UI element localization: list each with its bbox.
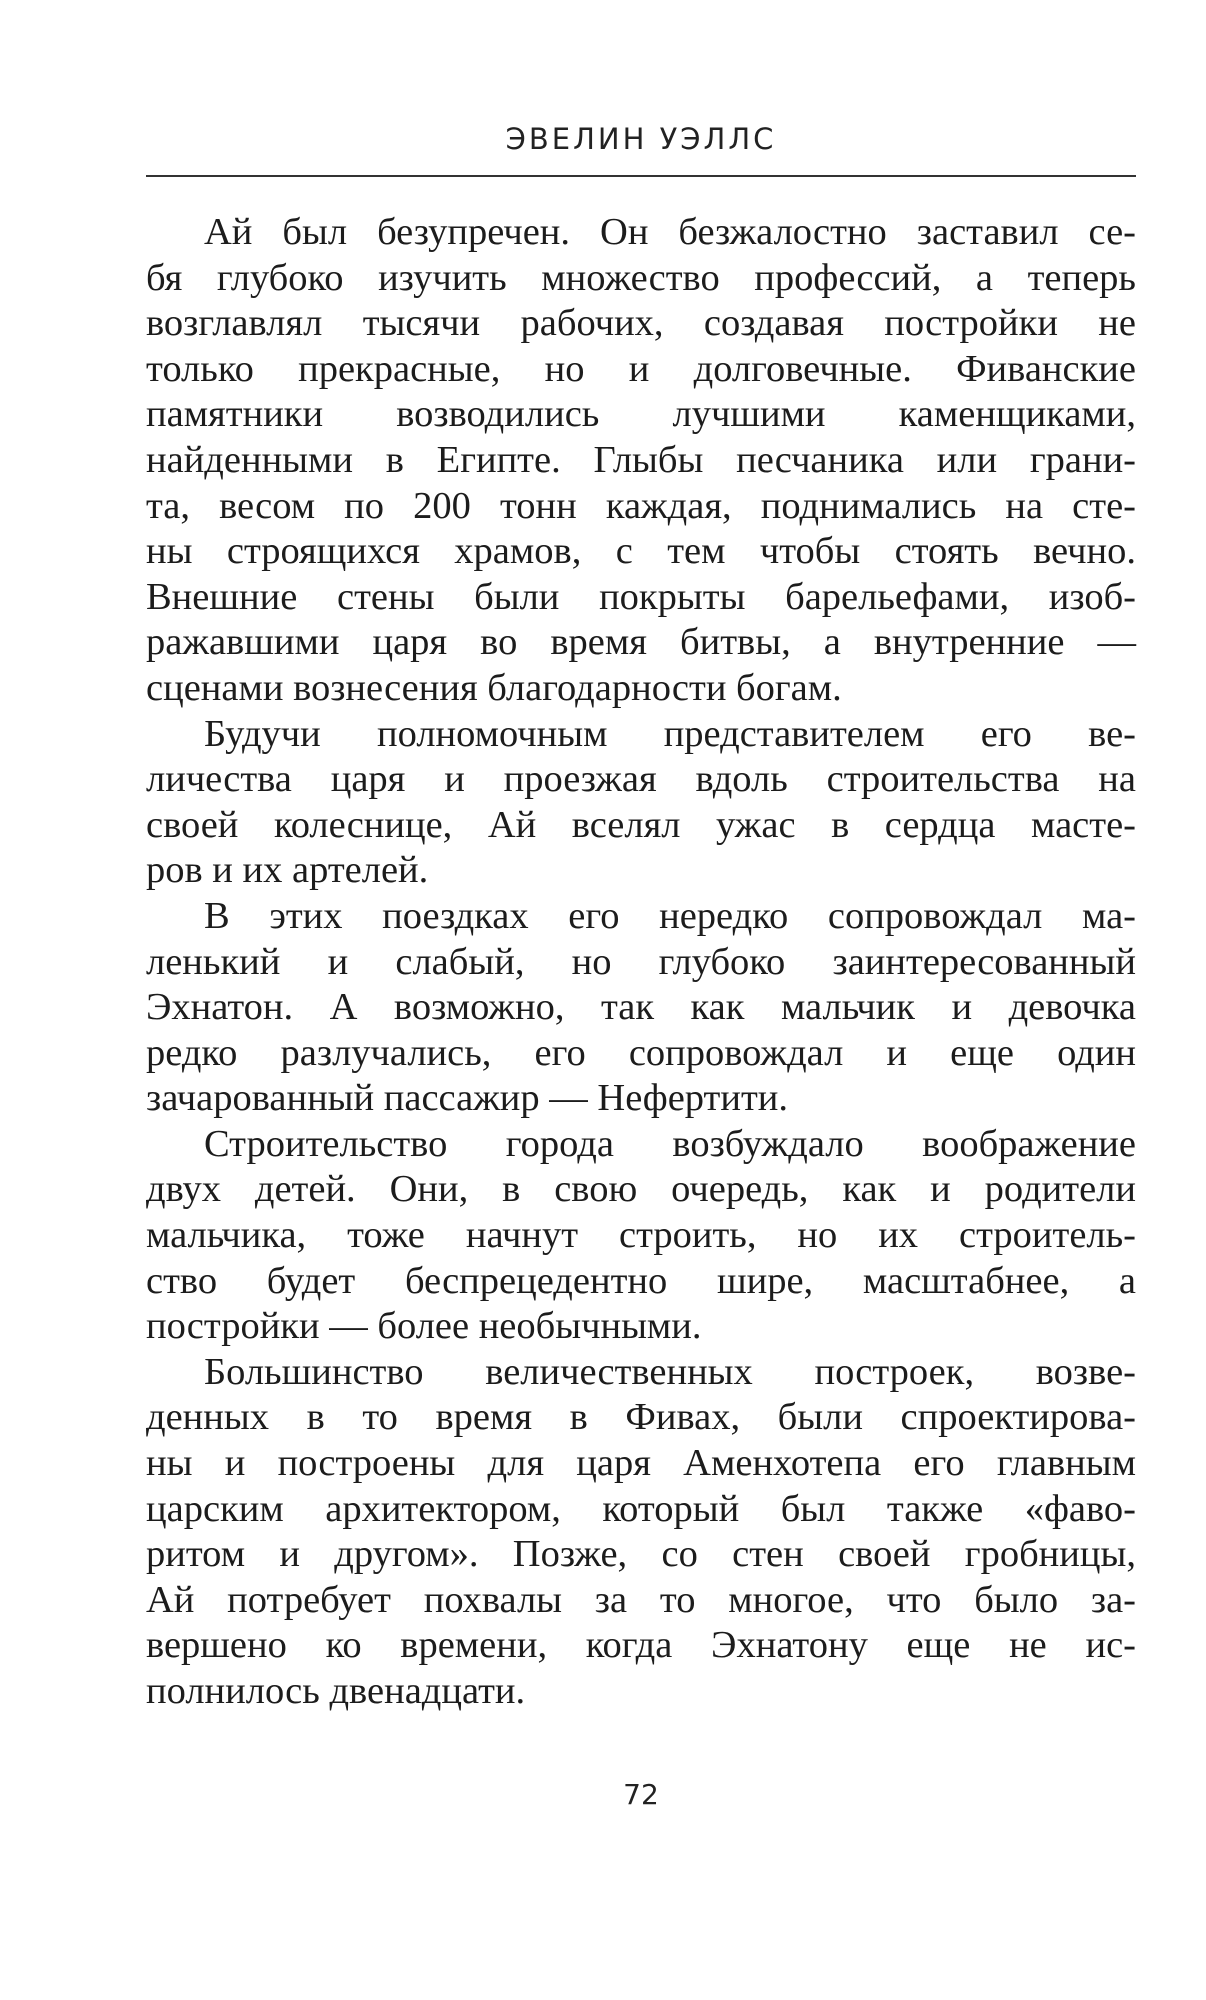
- paragraph-5-line: денных в то время в Фивах, были спроектирова-: [146, 1396, 1136, 1439]
- paragraph-3-line: ленький и слабый, но глубоко заинтересованный: [146, 940, 1136, 983]
- paragraph-1-line: только прекрасные, но и долговечные. Фиванские: [146, 347, 1136, 390]
- body-text: [146, 210, 1136, 1715]
- paragraph-5-line: ны и построены для царя Аменхотепа его главным: [146, 1442, 1136, 1485]
- paragraph-2-line: Будучи полномочным представителем его ве-: [204, 712, 1136, 755]
- paragraph-3-line: Эхнатон. А возможно, так как мальчик и девочка: [146, 986, 1136, 1029]
- paragraph-4-line: двух детей. Они, в свою очередь, как и родители: [146, 1168, 1136, 1211]
- paragraph-1-line: бя глубоко изучить множество профессий, а теперь: [146, 256, 1136, 299]
- paragraph-5-line: полнилось двенадцати.: [146, 1670, 526, 1712]
- paragraph-1-line: найденными в Египте. Глыбы песчаника или грани-: [146, 438, 1136, 481]
- paragraph-5-line: ритом и другом». Позже, со стен своей гробницы,: [146, 1533, 1136, 1576]
- paragraph-3-line: зачарованный пассажир — Нефертити.: [146, 1077, 789, 1120]
- paragraph-1-line: та, весом по 200 тонн каждая, поднимались на сте-: [146, 484, 1136, 527]
- paragraph-1-line: возглавлял тысячи рабочих, создавая постройки не: [146, 302, 1136, 345]
- paragraph-2-line: ров и их артелей.: [146, 849, 429, 892]
- paragraph-1-line: памятники возводились лучшими каменщиками,: [146, 393, 1136, 436]
- running-head-author: ЭВЕЛИН УЭЛЛС: [505, 122, 777, 156]
- paragraph-3-line: редко разлучались, его сопровождал и еще один: [146, 1031, 1136, 1074]
- paragraph-1-line: сценами вознесения благодарности богам.: [146, 666, 842, 709]
- paragraph-5-line: Ай потребует похвалы за то многое, что было за-: [146, 1578, 1136, 1621]
- paragraph-1-line: Ай был безупречен. Он безжалостно заставил се-: [204, 211, 1136, 253]
- paragraph-5-line: царским архитектором, который был также «фаво-: [146, 1487, 1136, 1530]
- paragraph-1-line: ражавшими царя во время битвы, а внутренние —: [146, 621, 1136, 664]
- paragraph-3-line: В этих поездках его нередко сопровождал ма-: [204, 894, 1136, 937]
- paragraph-1-line: Внешние стены были покрыты барельефами, изоб-: [146, 575, 1136, 618]
- paragraph-5-line: Большинство величественных построек, возве-: [204, 1350, 1136, 1393]
- page-number: 72: [623, 1778, 659, 1811]
- paragraph-5-line: вершено ко времени, когда Эхнатону еще не ис-: [146, 1624, 1136, 1667]
- paragraph-2-line: личества царя и проезжая вдоль строительства на: [146, 758, 1136, 801]
- paragraph-2-line: своей колеснице, Ай вселял ужас в сердца масте-: [146, 803, 1136, 846]
- paragraph-4-line: ство будет беспрецедентно шире, масштабнее, а: [146, 1259, 1136, 1302]
- paragraph-1-line: ны строящихся храмов, с тем чтобы стоять вечно.: [146, 530, 1136, 573]
- paragraph-4-line: Строительство города возбуждало воображение: [204, 1122, 1136, 1165]
- header-rule: [146, 175, 1136, 177]
- paragraph-4-line: мальчика, тоже начнут строить, но их строитель-: [146, 1214, 1136, 1257]
- paragraph-4-line: постройки — более необычными.: [146, 1305, 702, 1348]
